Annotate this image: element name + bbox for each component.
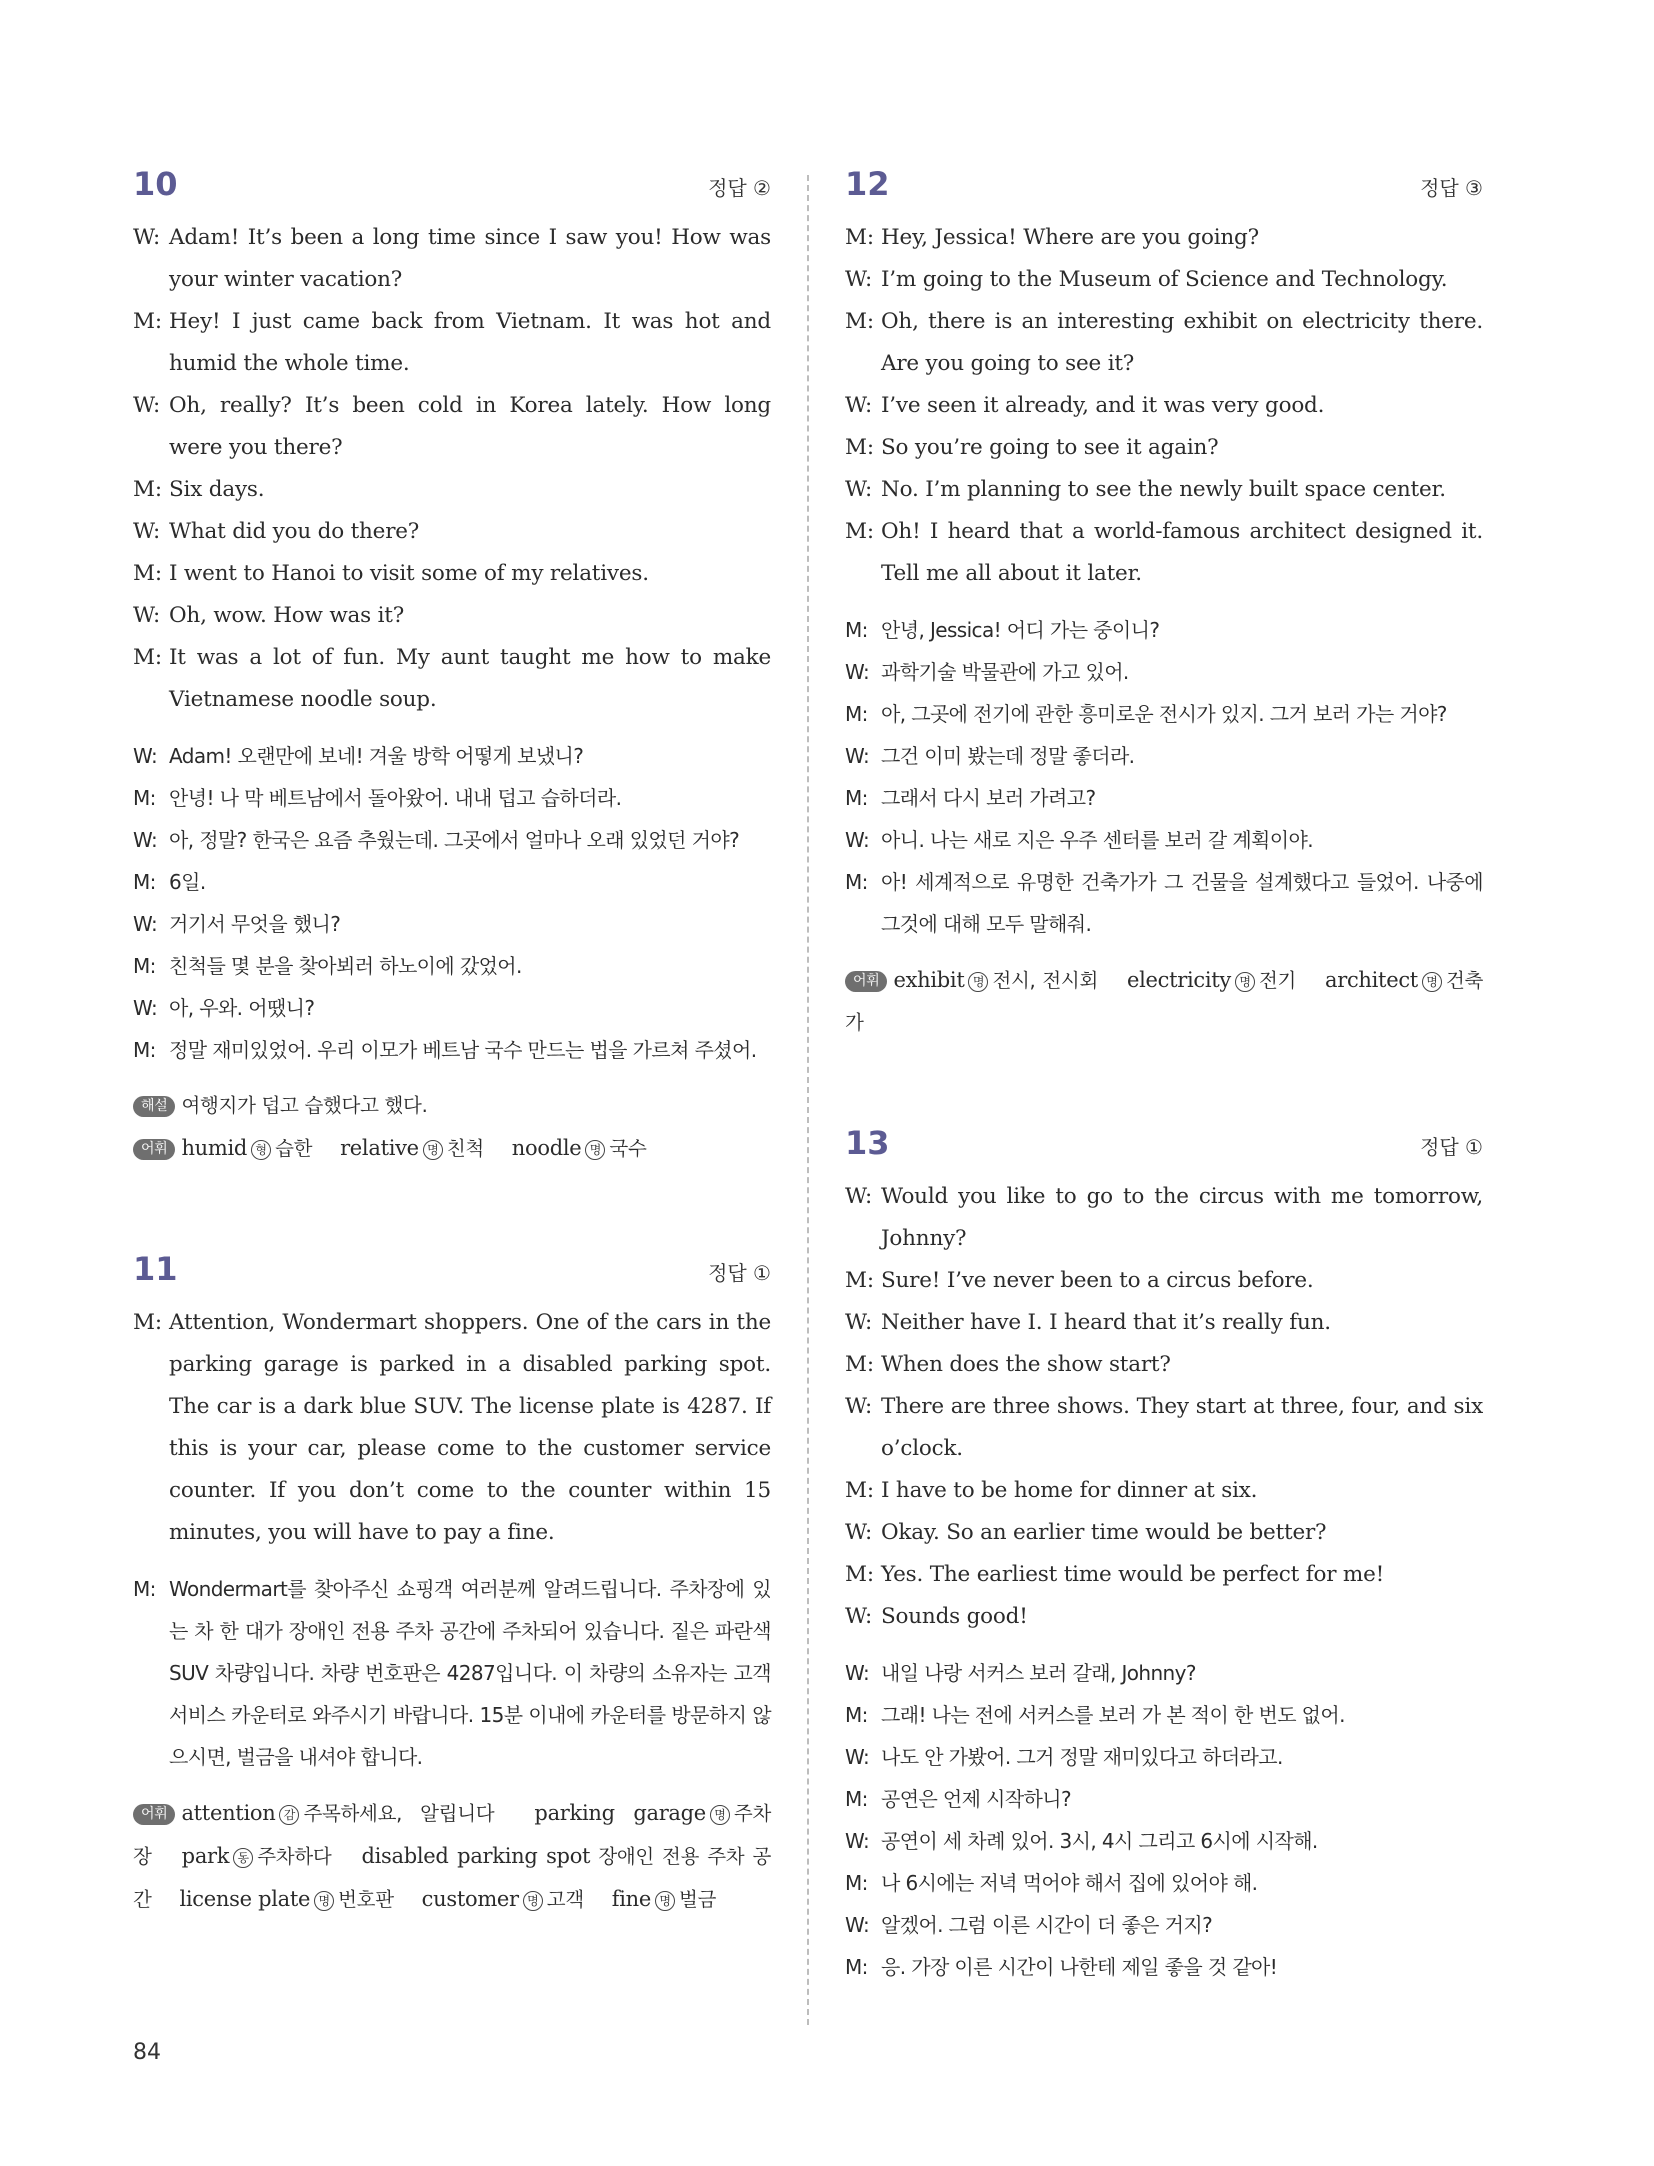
- speaker-label: W:: [133, 996, 158, 1020]
- speaker-label: M:: [845, 870, 868, 894]
- dialogue-line: [845, 777, 1483, 819]
- vocab-tag: 어휘: [845, 971, 887, 992]
- vocab-term: [612, 1888, 716, 1911]
- vocab-word: electricity: [1126, 968, 1231, 992]
- dialogue-line: [845, 1694, 1483, 1736]
- section-10: [133, 165, 771, 1170]
- speaker-label: W:: [845, 1310, 873, 1335]
- speaker-label: M:: [845, 618, 868, 642]
- part-of-speech-badge: 형: [251, 1140, 271, 1160]
- part-of-speech-badge: 명: [423, 1140, 443, 1160]
- dialogue-line: [133, 637, 771, 721]
- vocab-word: fine: [611, 1887, 652, 1911]
- line-text: 정말 재미있었어. 우리 이모가 베트남 국수 만드는 법을 가르쳐 주셨어.: [169, 1038, 757, 1062]
- english-script: [845, 1176, 1483, 1638]
- question-number: 10: [133, 165, 178, 203]
- line-text: 거기서 무엇을 했니?: [169, 912, 341, 936]
- line-text: I’ve seen it already, and it was very good.: [881, 393, 1325, 418]
- question-number: 12: [845, 165, 890, 203]
- vocab-term: [182, 1845, 332, 1868]
- section-13: [845, 1124, 1483, 1988]
- speaker-label: M:: [133, 1310, 162, 1335]
- spacer: [133, 1071, 771, 1085]
- speaker-label: M:: [845, 1871, 868, 1895]
- vocab-word: parking garage: [534, 1801, 706, 1825]
- spacer: [845, 945, 1483, 959]
- explanation-text: 여행지가 덥고 습했다고 했다.: [181, 1094, 428, 1117]
- page-number: 84: [133, 2040, 161, 2065]
- line-text: There are three shows. They start at three, four, and six o’clock.: [881, 1394, 1483, 1461]
- vocab-word: license plate: [179, 1887, 311, 1911]
- question-number: 13: [845, 1124, 890, 1162]
- vocab-meaning: 주차장: [133, 1802, 771, 1868]
- speaker-label: W:: [133, 393, 161, 418]
- vocab-term: [893, 969, 1098, 992]
- vocab-meaning: 번호판: [338, 1888, 394, 1911]
- part-of-speech-badge: 명: [1235, 972, 1255, 992]
- dialogue-line: [845, 1344, 1483, 1386]
- line-text: Oh, there is an interesting exhibit on electricity there. Are you going to see it?: [881, 309, 1483, 376]
- speaker-label: M:: [845, 309, 874, 334]
- dialogue-line: [845, 609, 1483, 651]
- dialogue-line: [845, 1470, 1483, 1512]
- speaker-label: W:: [845, 1604, 873, 1629]
- dialogue-line: [845, 1736, 1483, 1778]
- speaker-label: W:: [845, 744, 870, 768]
- speaker-label: M:: [133, 786, 156, 810]
- line-text: Oh! I heard that a world-famous architect designed it. Tell me all about it later.: [881, 519, 1483, 586]
- dialogue-line: [845, 511, 1483, 595]
- speaker-label: W:: [845, 267, 873, 292]
- vocab-word: customer: [421, 1887, 519, 1911]
- dialogue-line: [845, 427, 1483, 469]
- spacer: [845, 595, 1483, 609]
- dialogue-line: [845, 1778, 1483, 1820]
- vocab-word: relative: [340, 1136, 419, 1160]
- speaker-label: M:: [845, 1703, 868, 1727]
- line-text: I’m going to the Museum of Science and Technology.: [881, 267, 1448, 292]
- vocab-meaning: 장애인 전용 주차 공간: [133, 1845, 771, 1911]
- english-script: [133, 1302, 771, 1554]
- speaker-label: M:: [845, 1268, 874, 1293]
- vocab-note: [133, 1127, 771, 1170]
- line-text: 그래! 나는 전에 서커스를 보러 가 본 적이 한 번도 없어.: [881, 1703, 1345, 1727]
- speaker-label: M:: [845, 1955, 868, 1979]
- dialogue-line: [845, 1946, 1483, 1988]
- line-text: Okay. So an earlier time would be better?: [881, 1520, 1327, 1545]
- line-text: 그건 이미 봤는데 정말 좋더라.: [881, 744, 1135, 768]
- section-header: [133, 1250, 771, 1300]
- speaker-label: M:: [845, 1562, 874, 1587]
- vocab-term: [181, 1802, 494, 1825]
- speaker-label: M:: [845, 702, 868, 726]
- speaker-label: M:: [845, 225, 874, 250]
- dialogue-line: [133, 217, 771, 301]
- column-divider: [807, 175, 809, 2025]
- line-text: 알겠어. 그럼 이른 시간이 더 좋은 거지?: [881, 1913, 1213, 1937]
- answer-label: 정답 ①: [708, 1261, 771, 1285]
- vocab-word: exhibit: [893, 968, 965, 992]
- vocab-term: [340, 1137, 484, 1160]
- dialogue-line: [133, 469, 771, 511]
- vocab-tag: 어휘: [133, 1804, 175, 1825]
- vocab-term: [512, 1137, 647, 1160]
- line-text: Attention, Wondermart shoppers. One of the cars in the parking garage is parked in a disabled parking spot. The car is a dark blue SUV. The license plate is 4287. If this is your car, please come to the customer service counter. If you don’t come to the counter within 15 minutes, you will have to pay a fine.: [169, 1310, 771, 1545]
- vocab-term: [179, 1888, 393, 1911]
- dialogue-line: [133, 1029, 771, 1071]
- explanation-note: [133, 1085, 771, 1127]
- vocab-meaning: 주차하다: [257, 1845, 332, 1868]
- dialogue-line: [845, 1820, 1483, 1862]
- korean-translation: [133, 735, 771, 1071]
- speaker-label: W:: [845, 477, 873, 502]
- line-text: I have to be home for dinner at six.: [881, 1478, 1258, 1503]
- speaker-label: W:: [133, 519, 161, 544]
- section-11: [133, 1250, 771, 1921]
- dialogue-line: [133, 511, 771, 553]
- speaker-label: W:: [845, 828, 870, 852]
- speaker-label: W:: [845, 1394, 873, 1419]
- vocab-note: [845, 959, 1483, 1044]
- answer-label: 정답 ②: [708, 176, 771, 200]
- speaker-label: W:: [845, 1184, 873, 1209]
- line-text: 공연이 세 차례 있어. 3시, 4시 그리고 6시에 시작해.: [881, 1829, 1318, 1853]
- part-of-speech-badge: 명: [523, 1891, 543, 1911]
- speaker-label: W:: [845, 1661, 870, 1685]
- speaker-label: M:: [133, 645, 162, 670]
- question-number: 11: [133, 1250, 178, 1288]
- dialogue-line: [845, 735, 1483, 777]
- speaker-label: M:: [133, 309, 162, 334]
- vocab-word: humid: [181, 1136, 248, 1160]
- line-text: 내일 나랑 서커스 보러 갈래, Johnny?: [881, 1661, 1196, 1685]
- line-text: 아, 정말? 한국은 요즘 추웠는데. 그곳에서 얼마나 오래 있었던 거야?: [169, 828, 740, 852]
- left-column: [133, 165, 771, 2001]
- vocab-meaning: 전시, 전시회: [992, 969, 1098, 992]
- dialogue-line: [845, 693, 1483, 735]
- spacer: [845, 1638, 1483, 1652]
- line-text: 그래서 다시 보러 가려고?: [881, 786, 1096, 810]
- section-header: [845, 1124, 1483, 1174]
- speaker-label: W:: [845, 1745, 870, 1769]
- vocab-term: [1127, 969, 1296, 992]
- vocab-meaning: 주목하세요, 알립니다: [303, 1802, 495, 1825]
- line-text: Oh, really? It’s been cold in Korea lately. How long were you there?: [169, 393, 771, 460]
- line-text: Sounds good!: [881, 1604, 1028, 1629]
- speaker-label: W:: [845, 1913, 870, 1937]
- line-text: What did you do there?: [169, 519, 420, 544]
- dialogue-line: [845, 1260, 1483, 1302]
- line-text: Adam! It’s been a long time since I saw you! How was your winter vacation?: [169, 225, 771, 292]
- dialogue-line: [845, 1512, 1483, 1554]
- vocab-word: park: [181, 1844, 230, 1868]
- line-text: Adam! 오랜만에 보네! 겨울 방학 어떻게 보냈니?: [169, 744, 584, 768]
- dialogue-line: [133, 301, 771, 385]
- line-text: Six days.: [169, 477, 265, 502]
- line-text: Would you like to go to the circus with me tomorrow, Johnny?: [881, 1184, 1483, 1251]
- right-column: [845, 165, 1483, 2068]
- line-text: Yes. The earliest time would be perfect for me!: [881, 1562, 1385, 1587]
- answer-label: 정답 ①: [1420, 1135, 1483, 1159]
- spacer: [133, 1778, 771, 1792]
- line-text: 아! 세계적으로 유명한 건축가가 그 건물을 설계했다고 들었어. 나중에 그것에 대해 모두 말해줘.: [881, 870, 1483, 936]
- dialogue-line: [845, 1652, 1483, 1694]
- line-text: It was a lot of fun. My aunt taught me how to make Vietnamese noodle soup.: [169, 645, 771, 712]
- dialogue-line: [845, 1176, 1483, 1260]
- part-of-speech-badge: 명: [314, 1891, 334, 1911]
- line-text: Sure! I’ve never been to a circus before.: [881, 1268, 1314, 1293]
- line-text: No. I’m planning to see the newly built space center.: [881, 477, 1446, 502]
- vocab-word: disabled parking spot: [361, 1844, 591, 1868]
- part-of-speech-badge: 명: [585, 1140, 605, 1160]
- speaker-label: M:: [133, 954, 156, 978]
- explanation-tag: 해설: [133, 1096, 175, 1117]
- dialogue-line: [133, 819, 771, 861]
- speaker-label: M:: [133, 870, 156, 894]
- speaker-label: M:: [133, 561, 162, 586]
- vocab-meaning: 친척: [446, 1137, 484, 1160]
- speaker-label: M:: [845, 1787, 868, 1811]
- speaker-label: W:: [133, 603, 161, 628]
- vocab-note: [133, 1792, 771, 1921]
- line-text: Oh, wow. How was it?: [169, 603, 405, 628]
- vocab-meaning: 고객: [546, 1888, 584, 1911]
- dialogue-line: [845, 1596, 1483, 1638]
- speaker-label: W:: [845, 393, 873, 418]
- dialogue-line: [133, 861, 771, 903]
- vocab-word: attention: [181, 1801, 276, 1825]
- part-of-speech-badge: 명: [710, 1805, 730, 1825]
- speaker-label: W:: [133, 828, 158, 852]
- speaker-label: M:: [845, 519, 874, 544]
- line-text: 응. 가장 이른 시간이 나한테 제일 좋을 것 같아!: [881, 1955, 1278, 1979]
- line-text: 아니. 나는 새로 지은 우주 센터를 보러 갈 계획이야.: [881, 828, 1313, 852]
- dialogue-line: [133, 553, 771, 595]
- line-text: 나 6시에는 저녁 먹어야 해서 집에 있어야 해.: [881, 1871, 1258, 1895]
- line-text: Wondermart를 찾아주신 쇼핑객 여러분께 알려드립니다. 주차장에 있는 차 한 대가 장애인 전용 주차 공간에 주차되어 있습니다. 짙은 파란색 SUV 차량입니다. 차량 번호판은 4287입니다. 이 차량의 소유자는 고객 서비스 카운터로 와주시기 바랍니다. 15분 이내에 카운터를 방문하지 않으시면, 벌금을 내셔야 합니다.: [169, 1577, 771, 1769]
- part-of-speech-badge: 명: [655, 1891, 675, 1911]
- speaker-label: M:: [845, 1478, 874, 1503]
- section-header: [133, 165, 771, 215]
- line-text: 나도 안 가봤어. 그거 정말 재미있다고 하더라고.: [881, 1745, 1283, 1769]
- dialogue-line: [845, 469, 1483, 511]
- speaker-label: M:: [133, 477, 162, 502]
- line-text: 안녕! 나 막 베트남에서 돌아왔어. 내내 덥고 습하더라.: [169, 786, 622, 810]
- line-text: So you’re going to see it again?: [881, 435, 1219, 460]
- dialogue-line: [133, 1302, 771, 1554]
- dialogue-line: [845, 385, 1483, 427]
- dialogue-line: [845, 861, 1483, 945]
- part-of-speech-badge: 명: [968, 972, 988, 992]
- section-header: [845, 165, 1483, 215]
- spacer: [133, 1554, 771, 1568]
- speaker-label: M:: [845, 1352, 874, 1377]
- dialogue-line: [133, 385, 771, 469]
- answer-label: 정답 ③: [1420, 176, 1483, 200]
- speaker-label: W:: [133, 225, 161, 250]
- vocab-meaning: 국수: [609, 1137, 647, 1160]
- dialogue-line: [845, 217, 1483, 259]
- dialogue-line: [845, 1302, 1483, 1344]
- line-text: 아, 우와. 어땠니?: [169, 996, 315, 1020]
- spacer: [133, 721, 771, 735]
- speaker-label: M:: [845, 786, 868, 810]
- korean-translation: [845, 1652, 1483, 1988]
- korean-translation: [845, 609, 1483, 945]
- speaker-label: M:: [845, 435, 874, 460]
- vocab-meaning: 전기: [1258, 969, 1297, 992]
- vocab-term: [422, 1888, 584, 1911]
- dialogue-line: [133, 1568, 771, 1778]
- line-text: 과학기술 박물관에 가고 있어.: [881, 660, 1129, 684]
- line-text: 6일.: [169, 870, 206, 894]
- vocab-word: architect: [1325, 968, 1418, 992]
- vocab-tag: 어휘: [133, 1139, 175, 1160]
- dialogue-line: [133, 735, 771, 777]
- dialogue-line: [845, 259, 1483, 301]
- part-of-speech-badge: 동: [233, 1848, 253, 1868]
- vocab-term: [181, 1137, 312, 1160]
- vocab-word: noodle: [511, 1136, 582, 1160]
- dialogue-line: [845, 651, 1483, 693]
- line-text: 안녕, Jessica! 어디 가는 중이니?: [881, 618, 1160, 642]
- dialogue-line: [133, 987, 771, 1029]
- dialogue-line: [133, 595, 771, 637]
- dialogue-line: [845, 301, 1483, 385]
- dialogue-line: [133, 777, 771, 819]
- vocab-meaning: 습한: [275, 1137, 313, 1160]
- speaker-label: M:: [133, 1577, 156, 1601]
- vocab-meaning: 건축가: [845, 969, 1484, 1034]
- dialogue-line: [845, 1904, 1483, 1946]
- line-text: 아, 그곳에 전기에 관한 흥미로운 전시가 있지. 그거 보러 가는 거야?: [881, 702, 1447, 726]
- line-text: When does the show start?: [881, 1352, 1171, 1377]
- speaker-label: M:: [133, 1038, 156, 1062]
- speaker-label: W:: [133, 912, 158, 936]
- korean-translation: [133, 1568, 771, 1778]
- line-text: Neither have I. I heard that it’s really fun.: [881, 1310, 1331, 1335]
- english-script: [845, 217, 1483, 595]
- dialogue-line: [133, 945, 771, 987]
- section-12: [845, 165, 1483, 1044]
- line-text: 공연은 언제 시작하니?: [881, 1787, 1072, 1811]
- line-text: Hey! I just came back from Vietnam. It was hot and humid the whole time.: [169, 309, 771, 376]
- dialogue-line: [845, 1386, 1483, 1470]
- dialogue-line: [845, 819, 1483, 861]
- dialogue-line: [845, 1862, 1483, 1904]
- line-text: I went to Hanoi to visit some of my relatives.: [169, 561, 649, 586]
- line-text: Hey, Jessica! Where are you going?: [881, 225, 1259, 250]
- speaker-label: W:: [133, 744, 158, 768]
- english-script: [133, 217, 771, 721]
- line-text: 친척들 몇 분을 찾아뵈러 하노이에 갔었어.: [169, 954, 522, 978]
- dialogue-line: [845, 1554, 1483, 1596]
- vocab-meaning: 벌금: [679, 1888, 717, 1911]
- speaker-label: W:: [845, 1520, 873, 1545]
- part-of-speech-badge: 명: [1422, 972, 1442, 992]
- speaker-label: W:: [845, 1829, 870, 1853]
- speaker-label: W:: [845, 660, 870, 684]
- part-of-speech-badge: 감: [279, 1805, 299, 1825]
- dialogue-line: [133, 903, 771, 945]
